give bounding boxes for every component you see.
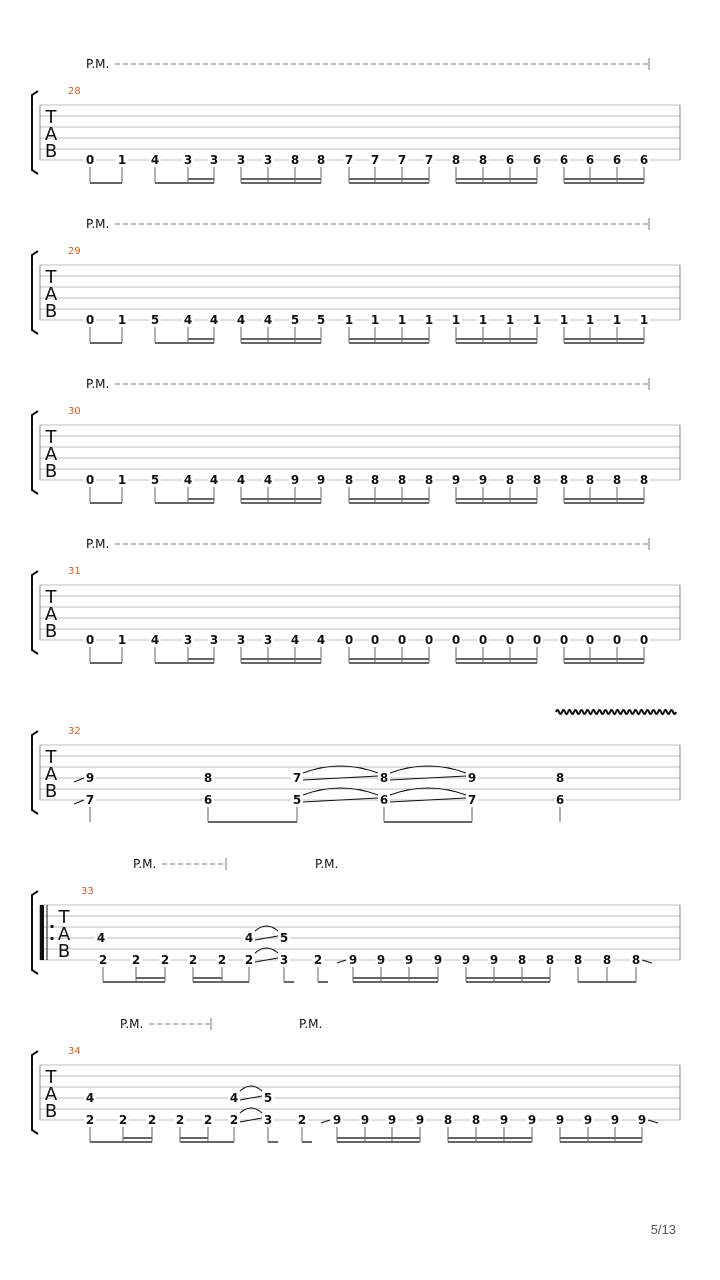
- fret-number: 9: [290, 473, 300, 487]
- fret-number: 5: [316, 313, 326, 327]
- fret-number: 3: [236, 153, 246, 167]
- fret-number: 1: [478, 313, 488, 327]
- fret-number: 2: [188, 953, 198, 967]
- fret-number: 8: [585, 473, 595, 487]
- fret-number: 4: [150, 153, 160, 167]
- tab-clef-a: A: [44, 1084, 58, 1105]
- tab-system: [32, 377, 680, 503]
- fret-number: 5: [290, 313, 300, 327]
- fret-number: 2: [98, 953, 108, 967]
- fret-number: 6: [585, 153, 595, 167]
- fret-number: 1: [117, 473, 127, 487]
- fret-number: 0: [532, 633, 542, 647]
- tab-system: [32, 1017, 680, 1142]
- fret-number: 0: [505, 633, 515, 647]
- fret-number: 6: [379, 793, 389, 807]
- fret-number: 9: [332, 1113, 342, 1127]
- fret-number: 1: [370, 313, 380, 327]
- fret-number: 8: [639, 473, 649, 487]
- palm-mute-label: P.M.: [86, 217, 110, 231]
- palm-mute-label: P.M.: [86, 537, 110, 551]
- fret-number: 1: [117, 313, 127, 327]
- fret-number: 4: [290, 633, 300, 647]
- fret-number: 9: [316, 473, 326, 487]
- fret-number: 3: [263, 1113, 273, 1127]
- repeat-thick-bar: [40, 905, 44, 960]
- fret-number: 9: [461, 953, 471, 967]
- fret-number: 2: [203, 1113, 213, 1127]
- palm-mute-label: P.M.: [86, 377, 110, 391]
- fret-number: 8: [397, 473, 407, 487]
- fret-number: 9: [467, 771, 477, 785]
- fret-number: 5: [292, 793, 302, 807]
- measure-number: 29: [68, 246, 81, 257]
- fret-number: 2: [118, 1113, 128, 1127]
- tab-clef-t: T: [45, 427, 57, 448]
- fret-number: 3: [236, 633, 246, 647]
- fret-number: 8: [573, 953, 583, 967]
- fret-number: 9: [348, 953, 358, 967]
- fret-number: 9: [451, 473, 461, 487]
- system-bracket: [32, 731, 38, 814]
- fret-number: 5: [150, 473, 160, 487]
- fret-number: 4: [236, 313, 246, 327]
- fret-number: 8: [612, 473, 622, 487]
- fret-number: 9: [555, 1113, 565, 1127]
- fret-number: 9: [489, 953, 499, 967]
- fret-number: 9: [583, 1113, 593, 1127]
- fret-number: 6: [555, 793, 565, 807]
- fret-number: 1: [532, 313, 542, 327]
- fret-number: 6: [505, 153, 515, 167]
- fret-number: 8: [443, 1113, 453, 1127]
- fret-number: 8: [602, 953, 612, 967]
- fret-number: 1: [397, 313, 407, 327]
- tab-clef-b: B: [44, 781, 58, 802]
- fret-number: 8: [478, 153, 488, 167]
- fret-number: 3: [183, 153, 193, 167]
- fret-number: 9: [415, 1113, 425, 1127]
- fret-number: 1: [612, 313, 622, 327]
- fret-number: 4: [263, 473, 273, 487]
- fret-number: 0: [478, 633, 488, 647]
- system-bracket: [32, 91, 38, 174]
- fret-number: 4: [263, 313, 273, 327]
- tab-clef-t: T: [45, 267, 57, 288]
- fret-number: 3: [263, 633, 273, 647]
- fret-number: 4: [229, 1091, 239, 1105]
- fret-number: 6: [532, 153, 542, 167]
- fret-number: 7: [85, 793, 95, 807]
- palm-mute-label: P.M.: [299, 1017, 323, 1031]
- measure-number: 31: [68, 566, 81, 577]
- fret-number: 6: [203, 793, 213, 807]
- fret-number: 8: [370, 473, 380, 487]
- fret-number: 0: [85, 153, 95, 167]
- fret-number: 9: [360, 1113, 370, 1127]
- fret-number: 1: [424, 313, 434, 327]
- fret-number: 2: [160, 953, 170, 967]
- tab-clef-a: A: [44, 444, 58, 465]
- fret-number: 3: [209, 633, 219, 647]
- fret-number: 4: [209, 313, 219, 327]
- tab-clef-b: B: [57, 941, 71, 962]
- fret-number: 4: [183, 313, 193, 327]
- tab-system: [32, 57, 680, 183]
- fret-number: 9: [499, 1113, 509, 1127]
- fret-number: 7: [397, 153, 407, 167]
- repeat-dot: [50, 937, 53, 940]
- fret-number: 5: [150, 313, 160, 327]
- fret-number: 2: [244, 953, 254, 967]
- tab-system: [32, 857, 680, 982]
- page-number: 5/13: [650, 1222, 676, 1237]
- fret-number: 8: [316, 153, 326, 167]
- fret-number: 2: [217, 953, 227, 967]
- fret-number: 2: [147, 1113, 157, 1127]
- tab-system: [32, 537, 680, 663]
- fret-number: 9: [610, 1113, 620, 1127]
- fret-number: 8: [505, 473, 515, 487]
- fret-number: 0: [85, 473, 95, 487]
- tab-clef-t: T: [45, 747, 57, 768]
- fret-number: 1: [505, 313, 515, 327]
- fret-number: 6: [612, 153, 622, 167]
- fret-number: 0: [451, 633, 461, 647]
- fret-number: 3: [183, 633, 193, 647]
- fret-number: 3: [279, 953, 289, 967]
- tab-clef-a: A: [44, 764, 58, 785]
- fret-number: 8: [631, 953, 641, 967]
- fret-number: 4: [85, 1091, 95, 1105]
- system-bracket: [32, 1051, 38, 1134]
- fret-number: 1: [639, 313, 649, 327]
- fret-number: 0: [85, 313, 95, 327]
- fret-number: 0: [85, 633, 95, 647]
- fret-number: 9: [376, 953, 386, 967]
- fret-number: 5: [279, 931, 289, 945]
- tab-clef-t: T: [45, 107, 57, 128]
- repeat-dot: [50, 925, 53, 928]
- fret-number: 1: [344, 313, 354, 327]
- fret-number: 7: [292, 771, 302, 785]
- fret-number: 4: [244, 931, 254, 945]
- slide-in: [74, 778, 84, 782]
- fret-number: 9: [637, 1113, 647, 1127]
- system-bracket: [32, 411, 38, 494]
- tab-system: [32, 710, 680, 822]
- tab-clef-a: A: [44, 604, 58, 625]
- fret-number: 7: [370, 153, 380, 167]
- fret-number: 6: [639, 153, 649, 167]
- slide-in: [74, 800, 84, 804]
- fret-number: 2: [313, 953, 323, 967]
- tab-clef-b: B: [44, 621, 58, 642]
- measure-number: 30: [68, 406, 81, 417]
- tab-clef-b: B: [44, 1101, 58, 1122]
- fret-number: 1: [117, 153, 127, 167]
- fret-number: 8: [555, 771, 565, 785]
- palm-mute-label: P.M.: [133, 857, 157, 871]
- measure-number: 34: [68, 1046, 81, 1057]
- tab-clef-t: T: [45, 1067, 57, 1088]
- fret-number: 8: [471, 1113, 481, 1127]
- fret-number: 1: [117, 633, 127, 647]
- fret-number: 8: [532, 473, 542, 487]
- fret-number: 2: [85, 1113, 95, 1127]
- fret-number: 0: [344, 633, 354, 647]
- fret-number: 1: [451, 313, 461, 327]
- system-bracket: [32, 251, 38, 334]
- tab-clef-a: A: [44, 284, 58, 305]
- fret-number: 0: [612, 633, 622, 647]
- fret-number: 5: [263, 1091, 273, 1105]
- vibrato-line: [556, 710, 676, 714]
- fret-number: 2: [297, 1113, 307, 1127]
- tab-clef-a: A: [44, 124, 58, 145]
- tab-clef-t: T: [45, 587, 57, 608]
- fret-number: 8: [379, 771, 389, 785]
- fret-number: 8: [424, 473, 434, 487]
- measure-number: 28: [68, 86, 81, 97]
- fret-number: 0: [397, 633, 407, 647]
- fret-number: 2: [131, 953, 141, 967]
- fret-number: 3: [209, 153, 219, 167]
- fret-number: 9: [527, 1113, 537, 1127]
- fret-number: 4: [236, 473, 246, 487]
- tab-clef-a: A: [57, 924, 71, 945]
- tab-system: [32, 217, 680, 343]
- fret-number: 0: [639, 633, 649, 647]
- fret-number: 4: [96, 931, 106, 945]
- fret-number: 9: [387, 1113, 397, 1127]
- fret-number: 9: [404, 953, 414, 967]
- fret-number: 9: [433, 953, 443, 967]
- fret-number: 0: [424, 633, 434, 647]
- fret-number: 8: [203, 771, 213, 785]
- fret-number: 4: [209, 473, 219, 487]
- fret-number: 6: [559, 153, 569, 167]
- tab-clef-b: B: [44, 301, 58, 322]
- palm-mute-label: P.M.: [86, 57, 110, 71]
- tab-clef-t: T: [58, 907, 70, 928]
- tab-clef-b: B: [44, 141, 58, 162]
- fret-number: 7: [344, 153, 354, 167]
- system-bracket: [32, 571, 38, 654]
- fret-number: 9: [85, 771, 95, 785]
- fret-number: 7: [467, 793, 477, 807]
- measure-number: 32: [68, 726, 81, 737]
- tab-clef-b: B: [44, 461, 58, 482]
- fret-number: 4: [183, 473, 193, 487]
- palm-mute-label: P.M.: [120, 1017, 144, 1031]
- fret-number: 4: [150, 633, 160, 647]
- fret-number: 0: [370, 633, 380, 647]
- fret-number: 9: [478, 473, 488, 487]
- fret-number: 4: [316, 633, 326, 647]
- fret-number: 0: [585, 633, 595, 647]
- fret-number: 2: [229, 1113, 239, 1127]
- fret-number: 8: [559, 473, 569, 487]
- fret-number: 8: [451, 153, 461, 167]
- fret-number: 8: [344, 473, 354, 487]
- fret-number: 2: [175, 1113, 185, 1127]
- palm-mute-label: P.M.: [315, 857, 339, 871]
- fret-number: 8: [290, 153, 300, 167]
- fret-number: 7: [424, 153, 434, 167]
- fret-number: 1: [559, 313, 569, 327]
- fret-number: 3: [263, 153, 273, 167]
- fret-number: 8: [545, 953, 555, 967]
- fret-number: 0: [559, 633, 569, 647]
- fret-number: 8: [517, 953, 527, 967]
- fret-number: 1: [585, 313, 595, 327]
- measure-number: 33: [81, 886, 94, 897]
- system-bracket: [32, 891, 38, 974]
